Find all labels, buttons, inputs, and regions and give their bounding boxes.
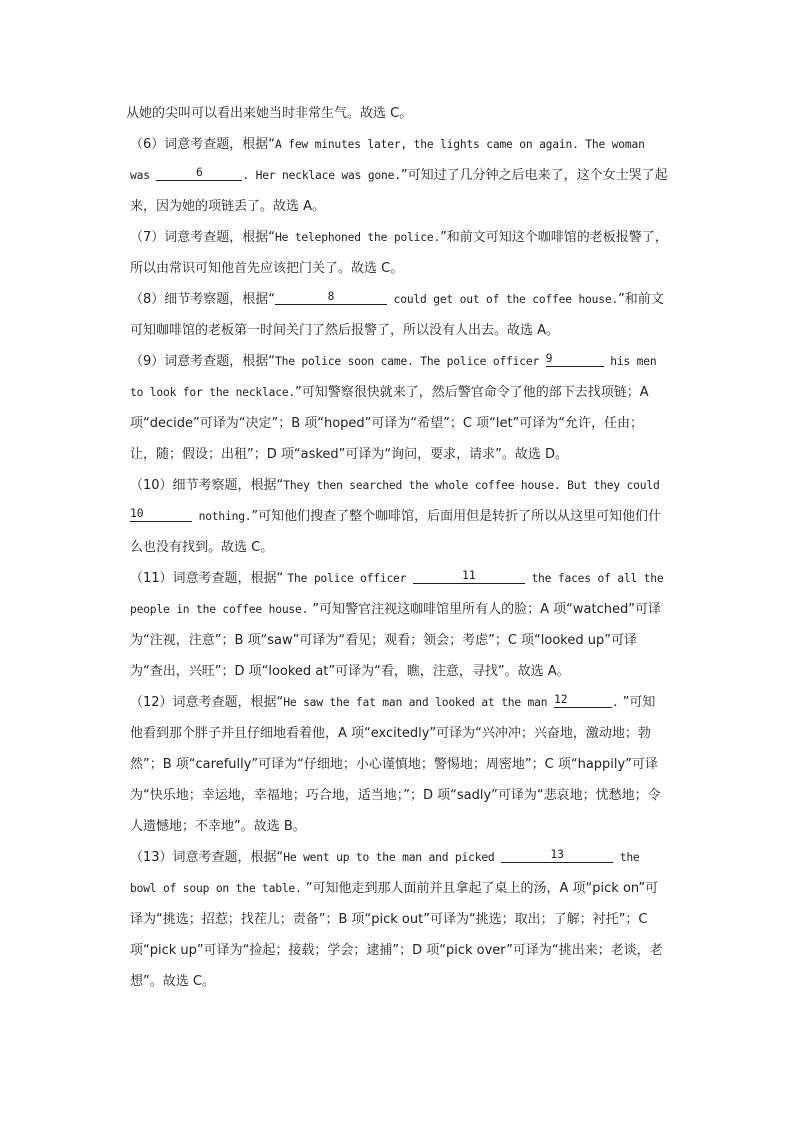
explanation-9-quote-start: The police soon came. The police officer — [275, 355, 546, 368]
explanation-9-intro: （9）词意考查题，根据“ — [130, 354, 276, 369]
blank-6: 6 — [156, 165, 242, 181]
explanation-6-analysis: ”可知过了几分钟之后电来了，这个女士哭了起来，因为她的项链丢了。故选 A。 — [130, 168, 668, 214]
blank-9: 9 — [546, 351, 604, 367]
explanation-13-analysis: ”可知他走到那人面前并且拿起了桌上的汤，A 项“pick on”可译为“挑选；招惹；找茬儿；责备”；B 项“pick out”可译为“挑选；取出；了解；衬托”；C 项“pick up”可译为“捡起；接载；学会；逮捕”；D 项“pick over”可译为“挑出来；老谈，老想”。故选 C。 — [130, 881, 663, 989]
blank-13: 13 — [501, 847, 613, 863]
explanation-7 — [126, 222, 668, 284]
blank-12: 12 — [554, 692, 612, 708]
explanation-12-quote-start: He saw the fat man and looked at the man — [283, 696, 554, 709]
explanation-13-quote-end: the bowl of soup on the table. — [130, 851, 640, 895]
explanation-8-intro: （8）细节考察题，根据“ — [130, 292, 276, 307]
explanation-12-analysis: ”可知他看到那个胖子并且仔细地看着他，A 项“excitedly”可译为“兴冲冲；兴奋地，激动地；勃然”；B 项“carefully”可译为“仔细地；小心谨慎地；警惕地；周密地”；C 项“happily”可译为“快乐地；幸运地，幸福地；巧合地，适当地；”；D 项“sadly”可译为“悲哀地；忧愁地；令人遗憾地；不幸地”。故选 B。 — [130, 695, 661, 834]
explanation-9 — [126, 346, 668, 470]
explanation-12 — [126, 687, 668, 842]
explanation-6-quote-start: A few minutes later, the lights came on again. The woman was — [130, 138, 645, 182]
explanation-6-quote-end: . Her necklace was gone. — [242, 169, 401, 182]
answer-explanation-document — [126, 98, 668, 997]
explanation-10-quote-end: nothing. — [192, 510, 252, 523]
explanation-9-analysis: ”可知警察很快就来了，然后警官命令了他的部下去找项链；A 项“decide”可译为“决定”；B 项“hoped”可译为“希望”；C 项“let”可译为“允许，任由；让，随；假设；出租”；D 项“asked”可译为“询问，要求，请求”。故选 D。 — [130, 385, 649, 462]
explanation-13 — [126, 842, 668, 997]
explanation-7-analysis: ”和前文可知这个咖啡馆的老板报警了，所以由常识可知他首先应该把门关了。故选 C。 — [130, 230, 668, 276]
explanation-10 — [126, 470, 668, 563]
explanation-5-tail-text: 从她的尖叫可以看出来她当时非常生气。故选 C。 — [126, 106, 413, 121]
explanation-11-intro: （11）词意考查题，根据“ — [130, 571, 288, 586]
explanation-9-quote-end: his men to look for the necklace. — [130, 355, 657, 399]
explanation-6 — [126, 129, 668, 222]
explanation-11 — [126, 563, 668, 687]
explanation-5-tail — [126, 98, 668, 129]
explanation-7-intro: （7）词意考查题，根据“ — [130, 230, 276, 245]
explanation-11-quote-start: The police officer — [287, 572, 413, 585]
explanation-8-quote: could get out of the coffee house. — [387, 293, 619, 306]
explanation-12-quote-end: . — [611, 696, 619, 709]
explanation-7-quote: He telephoned the police. — [275, 231, 441, 244]
explanation-11-quote-end: the faces of all the people in the coffee house. — [130, 572, 664, 616]
explanation-13-quote-start: He went up to the man and picked — [283, 851, 502, 864]
explanation-12-intro: （12）词意考查题，根据“ — [130, 695, 284, 710]
blank-8: 8 — [275, 289, 387, 305]
explanation-6-intro: （6）词意考查题，根据“ — [130, 137, 276, 152]
explanation-8-analysis: ”和前文可知咖啡馆的老板第一时间关门了然后报警了，所以没有人出去。故选 A。 — [130, 292, 664, 338]
explanation-10-intro: （10）细节考察题，根据“ — [130, 478, 284, 493]
explanation-10-analysis: ”可知他们搜查了整个咖啡馆，后面用但是转折了所以从这里可知他们什么也没有找到。故选 C。 — [130, 509, 662, 555]
explanation-11-analysis: ”可知警官注视这咖啡馆里所有人的脸；A 项“watched”可译为“注视，注意”；B 项“saw”可译为“看见；观看；领会；考虑”；C 项“looked up”可译为“查出，兴旺”；D 项“looked at”可译为“看，瞧，注意，寻找”。故选 A。 — [130, 602, 661, 679]
blank-11: 11 — [413, 568, 525, 584]
blank-10: 10 — [130, 506, 192, 522]
explanation-13-intro: （13）词意考查题，根据“ — [130, 850, 284, 865]
explanation-10-quote-start: They then searched the whole coffee house. But they could — [283, 479, 660, 492]
explanation-8 — [126, 284, 668, 346]
